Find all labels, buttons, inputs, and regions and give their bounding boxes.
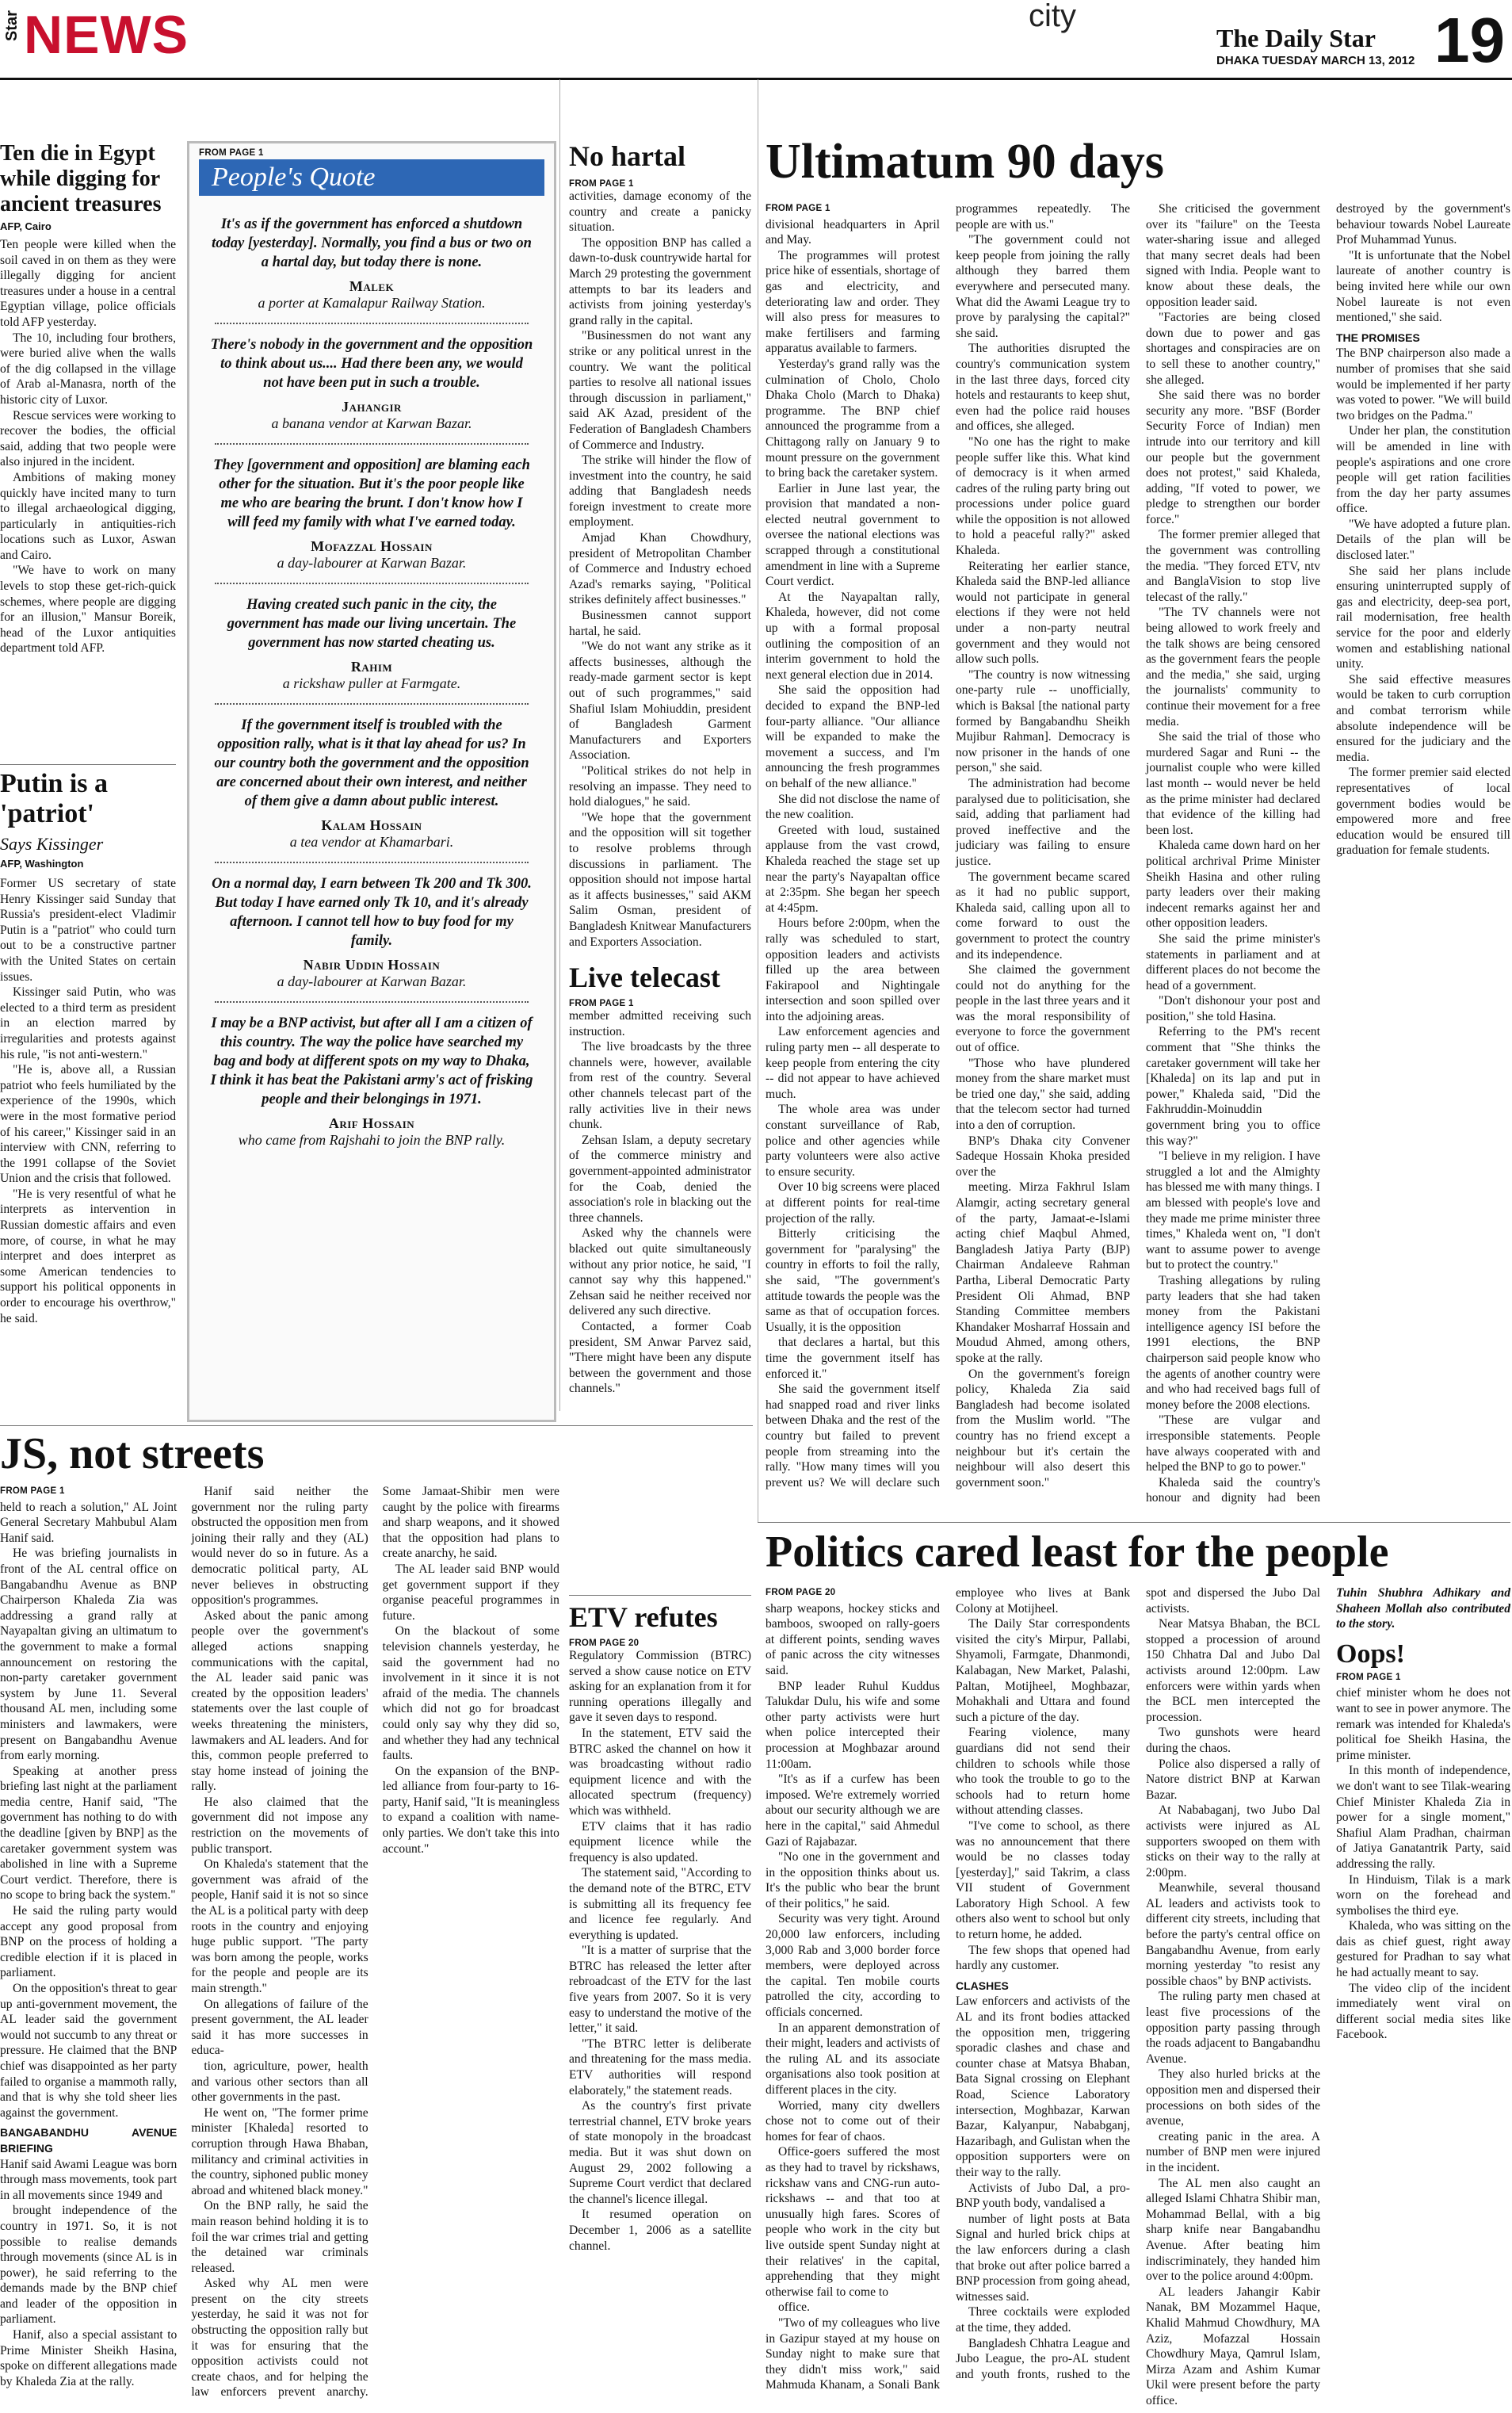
quote-item bbox=[204, 1014, 540, 1149]
paragraph: "I've come to school, as there was no announcement that there would be no classes today [yesterday]," said Takrim, a class VII student of Government Laboratory High School. A few others also went to school but only to return home, he added. bbox=[956, 1818, 1130, 1942]
dateline: DHAKA TUESDAY MARCH 13, 2012 bbox=[1216, 54, 1415, 67]
paragraph: He also claimed that the government did not impose any restriction on the movements of public transport. bbox=[191, 1795, 368, 1856]
paragraph: Former US secretary of state Henry Kissinger said Sunday that Russia's president-elect Vladimir Putin is a "patriot" who could turn out to be a constructive partner with the United States on certain issues. bbox=[0, 877, 176, 984]
quote-separator bbox=[215, 862, 529, 863]
paragraph: "I believe in my religion. I have struggled a lot and the Almighty has blessed me with many things. I am blessed with people's love and they made me prime minister three times," Khaleda went on, "I don't want to assume power to avenge but to protect the country." bbox=[1146, 1149, 1320, 1272]
peoples-quote-box bbox=[187, 141, 556, 1422]
masthead-rule bbox=[0, 78, 1512, 80]
paragraph: Hours before 2:00pm, when the rally was scheduled to start, opposition leaders and activists filled up the area between Fakirapool and Nightingale intersection and soon spilled over into the adjoining areas. bbox=[766, 916, 940, 1023]
quote-name: Mofazzal Hossain bbox=[311, 538, 433, 554]
quote-box-title: People's Quote bbox=[199, 159, 544, 196]
paragraph: "He is very resentful of what he interprets as intervention in Russian domestic affairs and even more, of course, in what he may interpret and does interpret as some American tendencies to support his political opponents in order to encourage his overthrow," he said. bbox=[0, 1187, 176, 1325]
putin-source: AFP, Washington bbox=[0, 858, 84, 870]
putin-body bbox=[0, 876, 176, 1326]
paragraph: "We have to work on many levels to stop these get-rich-quick schemes, where people are digging for an illusion," Mansur Boreik, head of the Luxor antiquities department told AFP. bbox=[0, 564, 176, 656]
paragraph: "Businessmen do not want any strike or any political unrest in the country. We want the political parties to resolve all national issues through discussion in parliament," said AK Azad, president of the Federation of Bangladesh Chambers of Commerce and Industry. bbox=[569, 329, 751, 452]
paragraph: The authorities disrupted the country's communication system in the last three days, forced city hotels and restaurants to keep shut, even had the police raid houses and offices, she alleged. bbox=[956, 342, 1130, 434]
egypt-headline: Ten die in Egypt while digging for ancient treasures bbox=[0, 141, 162, 216]
paper-name: The Daily Star bbox=[1216, 24, 1376, 52]
paragraph: ETV claims that it has radio equipment licence while the frequency is also updated. bbox=[569, 1819, 751, 1864]
paragraph: "Those who have plundered money from the share market must be tried one day," she said, adding that the telecom sector had turned into a den of corruption. bbox=[956, 1056, 1130, 1133]
text-columns bbox=[766, 201, 1510, 1509]
paragraph: BNP's Dhaka city Convener Sadeque Hossain Khoka presided over the bbox=[956, 1134, 1130, 1179]
paragraph: Asked why AL men were present on the city streets yesterday, he said it was not for obstructing the opposition rally but it was for ensuring that the opposition activists could not create chaos, and for helping the law enforcers prevent anarchy. Some Jamaat-Shibir men were caught by the police with firearms and sharp weapons, and it showed that the opposition had plans to create anarchy, he said. bbox=[191, 1485, 559, 2400]
quote-text: They [government and opposition] are blaming each other for the situation. But it's the poor people like me who are bearing the brunt. I don't know how I will feed my family with what I've earned today. bbox=[213, 457, 530, 530]
page-number: 19 bbox=[1434, 5, 1505, 75]
divider bbox=[758, 1522, 1510, 1523]
paragraph: Bitterly criticising the government for "paralysing" the country in efforts to foil the rally, she said, "The government's attitude towards the people was the same as that of occupation forces. Usually, it is the opposition bbox=[766, 1227, 940, 1334]
quote-role: a day-labourer at Karwan Bazar. bbox=[277, 555, 467, 571]
from-label: FROM PAGE 1 bbox=[766, 204, 830, 213]
paragraph: The BNP chairperson also made a number of promises that she said would be implemented if her party was voted to power. "We will build two bridges on the Padma." bbox=[1336, 346, 1510, 423]
from-label: FROM PAGE 20 bbox=[766, 1588, 836, 1597]
putin-story bbox=[0, 769, 176, 1326]
paragraph: On the government's foreign policy, Khaleda Zia said Bangladesh had become isolated from the Muslim world. "The country has no friend except a neighbour but it's certain the neighbour will also desert this government soon." bbox=[956, 1367, 1130, 1489]
quote-role: a day-labourer at Karwan Bazar. bbox=[277, 973, 467, 989]
paragraph: member admitted receiving such instruction. bbox=[569, 1009, 751, 1038]
paragraph: "No one in the government and in the opposition thinks about us. It's the public who bear the brunt of their politics," he said. bbox=[766, 1850, 940, 1910]
paragraph: chief minister whom he does not want to see in power anymore. The remark was intended for Khaleda's political foe Sheikh Hasina, the prime minister. bbox=[1336, 1686, 1510, 1762]
paragraph: "The BTRC letter is deliberate and threatening for the mass media. ETV authorities will respond elaborately," the statement reads. bbox=[569, 2036, 751, 2098]
paragraph: "It is unfortunate that the Nobel laureate of another country is being invited here while our own Nobel laureate is not even mentioned," she said. bbox=[1336, 248, 1510, 325]
paragraph: Regulatory Commission (BTRC) served a show cause notice on ETV asking for an explanation from it for running operations illegally and gave it seven days to respond. bbox=[569, 1649, 751, 1725]
paragraph: tion, agriculture, power, health and various other sectors than all other governments in the past. bbox=[191, 2059, 368, 2105]
paragraph: Asked why the channels were blacked out quite simultaneously without any prior notice, he said, "I cannot say why this happened." Zehsan said he neither received nor delivered any such directive. bbox=[569, 1226, 751, 1318]
paragraph: Referring to the PM's recent comment that "She thinks the caretaker government will take her [Khaleda] on its lap and put in power," Khaleda said, "Did the Fakhruddin-Moinuddin government bring you to office this way?" bbox=[1146, 1025, 1320, 1148]
paragraph: Kissinger said Putin, who was elected to a third term as president in an election marred by irregularities and protests against his rule, "is not anti-western." bbox=[0, 985, 176, 1061]
paragraph: Amjad Khan Chowdhury, president of Metropolitan Chamber of Commerce and Industry echoed Azad's remarks saying, "Political strikes definitely affect businesses." bbox=[569, 531, 751, 607]
oops-from: FROM PAGE 1 bbox=[1336, 1672, 1401, 1682]
paragraph: number of light posts at Bata Signal and hurled brick chips at the law enforcers during a clash that broke out after police barred a BNP procession from going ahead, witnesses said. bbox=[956, 2212, 1130, 2304]
paragraph: sharp weapons, hockey sticks and bamboos, swooped on rally-goers at different points, sending waves of panic across the city witnesses said. bbox=[766, 1601, 940, 1677]
ultimatum-story bbox=[766, 133, 1510, 190]
paragraph: Zehsan Islam, a deputy secretary of the commerce ministry and government-appointed administrator for the Coab, denied the association's role in blacking out the three channels. bbox=[569, 1133, 751, 1225]
quote-role: a tea vendor at Khamarbari. bbox=[289, 834, 454, 850]
paragraph: Greeted with loud, sustained applause from the vast crowd, Khaleda reached the stage set up near the party's Nayapaltan office at 2:35pm. She began her speech at 4:45pm. bbox=[766, 823, 940, 915]
paragraph: Hanif said neither the government nor the ruling party obstructed the opposition men from joining their rally and they (AL) would never do so in future. As a democratic political party, AL never believes in obstructing opposition's programmes. bbox=[191, 1485, 368, 1608]
ultimatum-headline: Ultimatum 90 days bbox=[766, 135, 1164, 189]
paragraph: BNP leader Ruhul Kuddus Talukdar Dulu, his wife and some other party activists were hurt when police intercepted their procession at Moghbazar around 11:00am. bbox=[766, 1679, 940, 1771]
paragraph: On the expansion of the BNP-led alliance from four-party to 16-party, Hanif said, "It is meaningless to expand a coalition with name-only parties. We don't take this into account." bbox=[382, 1764, 559, 1856]
paragraph: Police also dispersed a rally of Natore district BNP at Karwan Bazar. bbox=[1146, 1757, 1320, 1802]
paragraph: held to reach a solution," AL Joint General Secretary Mahbubul Alam Hanif said. bbox=[0, 1500, 178, 1545]
quotes-list bbox=[189, 196, 554, 1149]
paragraph: Near Matsya Bhaban, the BCL stopped a procession of around 150 Chhatra Dal and Jubo Dal activists around 12:00pm. Law enforcers were within yards when the BCL men intercepted the procession. bbox=[1146, 1617, 1320, 1724]
paragraph: It resumed operation on December 1, 2006 as a satellite channel. bbox=[569, 2208, 751, 2253]
telecast-headline: Live telecast bbox=[569, 962, 720, 994]
putin-headline: Putin is a 'patriot' bbox=[0, 769, 109, 828]
quote-role: who came from Rajshahi to join the BNP rally. bbox=[238, 1132, 506, 1148]
js-headline: JS, not streets bbox=[0, 1429, 265, 1478]
paragraph: Activists of Jubo Dal, a pro-BNP youth body, vandalised a bbox=[956, 2181, 1130, 2211]
quote-name: Nabir Uddin Hossain bbox=[303, 957, 441, 973]
oops-headline: Oops! bbox=[1336, 1639, 1405, 1669]
paragraph: She said her plans include ensuring uninterrupted supply of gas and electricity, deep-sea port, rail modernisation, free health service for the poor and elderly women and establishing national unity. bbox=[1336, 564, 1510, 671]
paragraph: She said there was no border security any more. "BSF (Border Security Force of Indian) men intrude into our territory and kill our people but the government does not protest," said Khaleda, adding, "If voted to power, we pledge to strengthen our border force." bbox=[1146, 388, 1320, 526]
paragraph: She said effective measures would be taken to curb corruption and combat terrorism while absolute independence will be ensured for the judiciary and the media. bbox=[1336, 672, 1510, 764]
paragraph: "Political strikes do not help in resolving an impasse. They need to hold dialogues," he said. bbox=[569, 763, 751, 809]
paragraph: Yesterday's grand rally was the culmination of Cholo, Cholo Dhaka Cholo (March to Dhaka) programme. The BNP chief announced the programme from a Chittagong rally on January 9 to mount pressure on the government to bring back the caretaker system. bbox=[766, 357, 940, 480]
paragraph: Khaleda said the country's honour and dignity had been destroyed by the government's behaviour towards Nobel Laureate Prof Muhammad Yunus. bbox=[1146, 202, 1510, 1505]
paragraph: "No one has the right to make people suffer like this. What kind of democracy is it when armed cadres of the ruling party bring out processions under police guard while the opposition is not allowed to hold a peaceful rally?" asked Khaleda. bbox=[956, 434, 1130, 558]
paragraph: Hanif, also a special assistant to Prime Minister Sheikh Hasina, spoke on different allegations made by Khaleda Zia at the rally. bbox=[0, 2328, 178, 2388]
etv-story bbox=[569, 1595, 751, 2254]
paragraph: meeting. Mirza Fakhrul Islam Alamgir, acting secretary general of the party, Jamaat-e-Islami acting chief Maqbul Ahmed, Bangladesh Jatiya Party (BJP) Chairman Andaleeve Rahman Partha, Liberal Democratic Party President Oli Ahmad, BNP Standing Committee members Khandaker Mosharraf Hossain and Moudud Ahmed, among others, spoke at the rally. bbox=[956, 1180, 1130, 1365]
paragraph: Three cocktails were exploded at the time, they added. bbox=[956, 2305, 1130, 2335]
etv-body bbox=[569, 1648, 751, 2254]
quote-name: Arif Hossain bbox=[328, 1115, 415, 1131]
paragraph: Trashing allegations by ruling party leaders that she had taken money from the Pakistani intelligence agency ISI before the 1991 elections, the BNP chairperson said people know who the agents of another country were and who had received bags full of money before the 2008 elections. bbox=[1146, 1273, 1320, 1412]
paragraph: In this month of independence, we don't want to see Tilak-wearing Chief Minister Khaleda Zia in power for a single moment," Shafiul Alam Pradhan, chairman of Jatiya Ganatantrik Party, said addressing the rally. bbox=[1336, 1764, 1510, 1871]
subhead: BANGABANDHU AVENUE BRIEFING bbox=[0, 2126, 178, 2155]
paragraph: creating panic in the area. A number of BNP men were injured in the incident. bbox=[1146, 2129, 1320, 2174]
paragraph: Over 10 big screens were placed at different points for real-time projection of the rally. bbox=[766, 1180, 940, 1226]
js-body bbox=[0, 1484, 559, 2411]
paragraph: In an apparent demonstration of their might, leaders and activists of the ruling AL and its associate organisations also took position at different places in the city. bbox=[766, 2021, 940, 2097]
paragraph: The statement said, "According to the demand note of the BTRC, ETV is submitting all its frequency fee and licence fee regularly. And everything is updated. bbox=[569, 1866, 751, 1942]
politics-headline: Politics cared least for the people bbox=[766, 1528, 1389, 1577]
js-story bbox=[0, 1428, 555, 1479]
text-columns bbox=[766, 1585, 1510, 2411]
paragraph: Businessmen cannot support hartal, he said. bbox=[569, 609, 751, 638]
paragraph: "The TV channels were not being allowed to work freely and the talk shows are being censored as the government fears the people and the media," she said, urging the journalists' community to continue their movement for a free media. bbox=[1146, 606, 1320, 728]
politics-story bbox=[766, 1527, 1510, 1577]
quote-text: If the government itself is troubled with the opposition rally, what is it that lay ahead for us? In our country both the government and the opposition are concerned about their own interest, and neither of them give a damn about public interest. bbox=[214, 717, 529, 809]
quote-role: a porter at Kamalapur Railway Station. bbox=[258, 295, 486, 311]
paragraph: Two gunshots were heard during the chaos. bbox=[1146, 1726, 1320, 1755]
paragraph: The government became scared as it had no public support, Khaleda said, calling upon all to come forward to oust the government to protect the country and its independence. bbox=[956, 870, 1130, 962]
paragraph: She criticised the government over its "failure" on the Teesta water-sharing issue and alleged that many secret deals had been signed with India. People want to know about these deals, the opposition leader said. bbox=[1146, 202, 1320, 309]
paragraph: The AL leader said BNP would get government support if they organise peaceful programmes in future. bbox=[382, 1562, 559, 1623]
paragraph: Ambitions of making money quickly have incited many to turn to illegal archaeological digging, particularly in antiquities-rich locations such as Luxor, Aswan and Cairo. bbox=[0, 470, 176, 562]
paragraph: "Two of my colleagues who live in Gazipur stayed at my house on Sunday night to make sure that they didn't miss work," said Mahmuda Khanam, a Sonali Bank employee who lives at Bank Colony at Motijheel. bbox=[766, 1586, 1130, 2392]
paragraph: The few shops that opened had hardly any customer. bbox=[956, 1943, 1130, 1973]
paragraph: On the BNP rally, he said the main reason behind holding it is to foil the war crimes trial and getting the detained war criminals released. bbox=[191, 2199, 368, 2275]
paragraph: The AL men also caught an alleged Islami Chhatra Shibir man, Mohammad Bellal, with a big sharp knife near Bangabandhu Avenue. After beating him indiscriminately, they handed him over to the police around 4:00pm. bbox=[1146, 2176, 1320, 2284]
hartal-from: FROM PAGE 1 bbox=[569, 179, 634, 189]
paragraph: On the opposition's threat to gear up anti-government movement, the AL leader said the government would not succumb to any threat or pressure. He claimed that the BNP chief was disappointed as her party failed to organise a mammoth rally, and that is why she told sheer lies against the government. bbox=[0, 1982, 178, 2120]
paragraph: They also hurled bricks at the opposition men and dispersed their processions on both sides of the avenue, bbox=[1146, 2067, 1320, 2128]
putin-deck: Says Kissinger bbox=[0, 834, 104, 854]
paragraph: He said the ruling party would accept any good proposal from BNP on the process of holding a credible election if it is placed in parliament. bbox=[0, 1904, 178, 1980]
hartal-story bbox=[569, 140, 751, 1397]
telecast-body bbox=[569, 1008, 751, 1397]
paragraph: "We do not want any strike as it affects businesses, although the ready-made garment sector is kept out of such programmes," said Shafiul Islam Mohiuddin, president of Bangladesh Garment Manufacturers and Exporters Association. bbox=[569, 640, 751, 763]
subhead: THE PROMISES bbox=[1336, 331, 1420, 344]
byline: Tuhin Shubhra Adhikary and Shaheen Mollah also contributed to the story. bbox=[1336, 1586, 1510, 1631]
quote-item bbox=[204, 595, 540, 705]
paragraph: The administration had become paralysed due to politicisation, she said, adding that parliament had proved ineffective and the judiciary was failing to ensure justice. bbox=[956, 776, 1130, 868]
paragraph: The opposition BNP has called a dawn-to-dusk countrywide hartal for March 29 protesting the government attempts to bar its leaders and activists from joining yesterday's grand rally in the capital. bbox=[569, 235, 751, 327]
quote-text: Having created such panic in the city, the government has made our living uncertain. The government has now started cheating us. bbox=[227, 597, 517, 651]
paragraph: Under her plan, the constitution will be amended in line with people's aspirations and one crore people will get ration facilities from the day her party assumes office. bbox=[1336, 424, 1510, 516]
section-title: NEWS bbox=[24, 5, 189, 65]
quote-item bbox=[204, 874, 540, 1003]
quote-text: There's nobody in the government and the opposition to think about us.... Had there been any, we would not have been put in such a trouble. bbox=[210, 337, 533, 391]
subhead: CLASHES bbox=[956, 1979, 1009, 1992]
paragraph: The former premier alleged that the government was controlling the media. "They forced ETV, ntv and BanglaVision to stop live telecast of the rally." bbox=[1146, 528, 1320, 604]
paragraph: Reiterating her earlier stance, Khaleda said the BNP-led alliance would not participate in general elections if they were not held under a non-party neutral government and they would not allow such polls. bbox=[956, 559, 1130, 667]
paragraph: Worried, many city dwellers chose not to come out of their homes for fear of chaos. bbox=[766, 2098, 940, 2143]
paragraph: In Hinduism, Tilak is a mark worn on the forehead and symbolises the third eye. bbox=[1336, 1872, 1510, 1918]
paragraph: activities, damage economy of the country and create a panicky situation. bbox=[569, 189, 751, 235]
quote-separator bbox=[215, 583, 529, 584]
quote-name: Rahim bbox=[350, 659, 393, 675]
paragraph: The former premier said elected representatives of local government bodies would be empowered more and free education would be ensured till graduation for female students. bbox=[1336, 766, 1510, 858]
section-sub: city bbox=[1029, 0, 1076, 33]
paragraph: On allegations of failure of the present government, the AL leader said it has more successes in educa- bbox=[191, 1997, 368, 2058]
paragraph: "We hope that the government and the opposition will sit together to resolve problems through discussions in parliament. The opposition should not impose hartal as it affects businesses," said AKM Salim Osman, president of Bangladesh Knitwear Manufacturers and Exporters Association. bbox=[569, 810, 751, 949]
quote-role: a banana vendor at Karwan Bazar. bbox=[271, 415, 472, 431]
paragraph: In the statement, ETV said the BTRC asked the channel on how it was broadcasting without radio equipment licence and with the allocated spectrum (frequency) which was withheld. bbox=[569, 1726, 751, 1818]
paragraph: The Daily Star correspondents visited the city's Mirpur, Pallabi, Shyamoli, Farmgate, Dhanmondi, Kalabagan, New Market, Palashi, Paltan, Motijheel, Moghbazar, Mohakhali and Uttara and found such a picture of the day. bbox=[956, 1617, 1130, 1724]
paragraph: "The government could not keep people from joining the rally although they barred them everywhere and persecuted many. What did the Awami League try to prove by paralysing the capital?" she said. bbox=[956, 233, 1130, 340]
paragraph: "Factories are being closed down due to power and gas shortages and conspiracies are on to sell these to another country," she alleged. bbox=[1146, 311, 1320, 387]
quote-text: On a normal day, I earn between Tk 200 and Tk 300. But today I have earned only Tk 10, and it's already afternoon. I cannot tell how to buy food for my family. bbox=[212, 876, 532, 949]
paragraph: "He is, above all, a Russian patriot who feels humiliated by the experience of the 1990s, which were in the most formative period of his career," Kissinger said in an interview with CNN, referring to the 1991 collapse of the Soviet Union and the crisis that followed. bbox=[0, 1063, 176, 1186]
paragraph: At Nababaganj, two Jubo Dal activists were injured as AL supporters swooped on them with sticks on their way to the rally at 2:00pm. bbox=[1146, 1803, 1320, 1880]
etv-from: FROM PAGE 20 bbox=[569, 1639, 640, 1648]
paragraph: The video clip of the incident immediately went viral on different social media sites like Facebook. bbox=[1336, 1981, 1510, 2042]
paragraph: Earlier in June last year, the provision that mandated a non-elected neutral government to oversee the national elections was scrapped through a constitutional amendment in line with a Supreme Court verdict. bbox=[766, 481, 940, 589]
quote-from: FROM PAGE 1 bbox=[199, 148, 264, 158]
quote-item bbox=[204, 335, 540, 445]
paragraph: Khaleda came down hard on her political archrival Prime Minister Sheikh Hasina and other ruling party leaders over their making indecent remarks against her and other opposition leaders. bbox=[1146, 839, 1320, 931]
paragraph: Contacted, a former Coab president, SM Anwar Parvez said, "There might have been any dispute between the government and those channels." bbox=[569, 1319, 751, 1396]
paragraph: Asked about the panic among people over the government's alleged actions snapping communications with the capital, the AL leader said panic was created by the opposition leaders' statements over the last couple of weeks threatening the ministers, lawmakers and AL leaders. And for this, common people preferred to stay home instead of joining the rally. bbox=[191, 1608, 368, 1794]
paragraph: Ten people were killed when the soil caved in on them as they were illegally digging for ancient treasures under a house in a central Egyptian village, police officials told AFP yesterday. bbox=[0, 238, 176, 329]
quote-role: a rickshaw puller at Farmgate. bbox=[282, 675, 461, 691]
column-divider bbox=[559, 79, 560, 1411]
paragraph: She said the government itself had snapped road and river links between Dhaka and the rest of the country but failed to prevent people from streaming into the rally. "How many times will you prevent us? We will declare such programmes repeatedly. The people are with us." bbox=[766, 202, 1130, 1489]
hartal-headline: No hartal bbox=[569, 140, 685, 172]
divider bbox=[0, 1425, 753, 1426]
paragraph: Meanwhile, several thousand AL leaders and activists took to different city streets, including that before the party's central office on Bangabandhu Avenue, from early morning yesterday "to resist any possible chaos" by BNP activists. bbox=[1146, 1881, 1320, 1988]
paragraph: "The country is now witnessing one-party rule -- unofficially, which is Baksal [the national party formed by Bangabandhu Sheikh Mujibur Rahman]. Democracy is now prisoner in the hands of one person," she said. bbox=[956, 667, 1130, 775]
paragraph: "It's as if a curfew has been imposed. We're extremely worried about our security although we are here in the capital," said Ahmedul Gazi of Rajabazar. bbox=[766, 1772, 940, 1849]
quote-name: Jahangir bbox=[342, 399, 402, 415]
paragraph: Fearing violence, many guardians did not send their children to schools while those who took the trouble to go to the schools had to return home without attending classes. bbox=[956, 1726, 1130, 1818]
brand-star-vertical: Star bbox=[3, 10, 21, 41]
paragraph: Khaleda, who was sitting on the dais as chief guest, right away gestured for Pradhan to say what he had actually meant to say. bbox=[1336, 1919, 1510, 1980]
paragraph: The 10, including four brothers, were buried alive when the walls of the dig collapsed in the village of Arab al-Manasra, north of the historic city of Luxor. bbox=[0, 331, 176, 407]
paragraph: On Khaleda's statement that the government was afraid of the people, Hanif said it is not so since the AL is a political party with deep roots in the country and enjoying huge public support. "The party was born among the people, works for the people and people are its main strength." bbox=[191, 1857, 368, 1995]
telecast-from: FROM PAGE 1 bbox=[569, 999, 634, 1009]
paragraph: She said the opposition had decided to expand the BNP-led four-party alliance. "Our alliance will be expanded to make the movement a success, and I'm announcing the fresh programmes on behalf of the new alliance." bbox=[766, 683, 940, 790]
paragraph: AL leaders Jahangir Kabir Nanak, BM Mozammel Haque, Khalid Mahmud Chowdhury, MA Aziz, Mofazzal Hossain Chowdhury Maya, Qamrul Islam, Mirza Azam and Ashim Kumar Ukil were present before the party office. bbox=[1146, 2285, 1320, 2407]
paragraph: "We have adopted a future plan. Details of the plan will be disclosed later." bbox=[1336, 517, 1510, 563]
paragraph: She did not disclose the name of the new coalition. bbox=[766, 792, 940, 822]
paragraph: "These are vulgar and irresponsible statements. People have always cooperated with and helped the BNP to go to power." bbox=[1146, 1413, 1320, 1474]
egypt-source: AFP, Cairo bbox=[0, 220, 52, 232]
paragraph: She said the trial of those who murdered Sagar and Runi -- the journalist couple who were killed last month -- would never be held as the prime minister had declared that evidence of the killing had been lost. bbox=[1146, 730, 1320, 837]
hartal-body bbox=[569, 189, 751, 950]
paragraph: Hanif said Awami League was born through mass movements, took part in all movements since 1949 and bbox=[0, 2157, 178, 2202]
paragraph: Security was very tight. Around 20,000 law enforcers, including 3,000 Rab and 3,000 border force members, were deployed across the capital. Ten mobile courts patrolled the city, according to officials concerned. bbox=[766, 1912, 940, 2020]
paragraph: He went on, "The former prime minister [Khaleda] resorted to corruption through Hawa Bhaban, militancy and criminal activities in the country, siphoned public money abroad and whitened black money." bbox=[191, 2105, 368, 2197]
paragraph: The strike will hinder the flow of investment into the country, he said adding that Bangladesh needs foreign investment to create more employment. bbox=[569, 453, 751, 530]
paragraph: The whole area was under constant surveillance of Rab, police and other agencies while party volunteers were also active to ensure security. bbox=[766, 1103, 940, 1179]
quote-separator bbox=[215, 1001, 529, 1003]
paragraph: At the Nayapaltan rally, Khaleda, however, did not come up with a formal proposal outlining the composition of an interim government to hold the next general election due in 2014. bbox=[766, 590, 940, 682]
quote-separator bbox=[215, 703, 529, 705]
paragraph: Speaking at another press briefing last night at the parliament media centre, Hanif said, "The government has nothing to do with the deadline [given by BNP] as the caretaker government system was abolished in line with a Supreme Court verdict. Therefore, there is no scope to bring back the system." bbox=[0, 1764, 178, 1902]
paragraph: On the blackout of some television channels yesterday, he said the government had no involvement in it since it is not afraid of the media. The channels which did not go for broadcast could only say why they did so, and whether they had any technical faults. bbox=[382, 1624, 559, 1763]
paragraph: The ruling party men chased at least five processions of the opposition party passing through the roads adjacent to Bangabandhu Avenue. bbox=[1146, 1990, 1320, 2066]
paragraph: As the country's first private terrestrial channel, ETV broke years of state monopoly in the broadcast media. But it was shut down on August 29, 2002 following a Supreme Court verdict that declared the channel's licence illegal. bbox=[569, 2099, 751, 2206]
quote-item bbox=[204, 716, 540, 863]
quote-separator bbox=[215, 443, 529, 445]
quote-separator bbox=[215, 323, 529, 324]
quote-item bbox=[204, 456, 540, 584]
paragraph: She said the prime minister's statements in parliament and at different places do not become the head of a government. bbox=[1146, 931, 1320, 992]
quote-item bbox=[204, 215, 540, 324]
paragraph: that declares a hartal, but this time the government itself has enforced it." bbox=[766, 1336, 940, 1381]
text-columns bbox=[0, 1484, 559, 2411]
etv-headline: ETV refutes bbox=[569, 1601, 718, 1633]
quote-name: Malek bbox=[349, 278, 395, 294]
paragraph: brought independence of the country in 1971. So, it is not possible to realise demands through movements (since AL is in power), he said referring to the demands made by the BNP chief and leader of the opposition in parliament. bbox=[0, 2204, 178, 2327]
paragraph: He was briefing journalists in front of the AL central office on Bangabandhu Avenue as BNP Chairperson Khaleda Zia was addressing a grand rally at Nayapaltan giving an ultimatum to the government to make a formal announcement on restoring the non-party caretaker government system by June 11. Several thousand AL men, including some ministers and lawmakers, were present on Bangabandhu Avenue from early morning. bbox=[0, 1547, 178, 1763]
paragraph: Law enforcement agencies and ruling party men -- all desperate to keep people from entering the city -- did not appear to have achieved much. bbox=[766, 1025, 940, 1101]
paragraph: The programmes will protest price hike of essentials, shortage of gas and electricity, and deteriorating law and order. They will also press for measures to make fertilisers and farming apparatus available to farmers. bbox=[766, 248, 940, 356]
paragraph: office. bbox=[778, 2300, 810, 2315]
egypt-story bbox=[0, 141, 176, 656]
from-label: FROM PAGE 1 bbox=[0, 1486, 65, 1496]
paragraph: Law enforcers and activists of the AL and its front bodies attacked the opposition men, triggering sporadic clashes and chase and counter chase at Matsya Bhaban, Bata Signal crossing on Elephant Road, Science Laboratory intersection, Moghbazar, Karwan Bazar, Kalyanpur, Nababganj, Hazaribagh, and Gulistan when the opposition supporters were on their way to the rally. bbox=[956, 1994, 1130, 2179]
ultimatum-body bbox=[766, 201, 1510, 1509]
paragraph: Office-goers suffered the most as they had to travel by rickshaws, rickshaw vans and CNG-run auto-rickshaws -- and that too at unusually high fares. Scores of people who work in the city but live outside spent Sunday night at their relatives' in the capital, apprehending that they might otherwise fail to come to bbox=[766, 2145, 940, 2299]
divider bbox=[0, 764, 176, 765]
politics-body bbox=[766, 1585, 1510, 2411]
paragraph: "Don't dishonour your post and position," she told Hasina. bbox=[1146, 994, 1320, 1023]
quote-text: I may be a BNP activist, but after all I am a citizen of this country. The way the police have searched my bag and body at different spots on my way to Dhaka, I think it has beat the Pakistani army's act of frisking people and their belongings in 1971. bbox=[210, 1015, 533, 1107]
quote-name: Kalam Hossain bbox=[321, 817, 422, 833]
egypt-body bbox=[0, 237, 176, 656]
paragraph: divisional headquarters in April and May. bbox=[766, 217, 940, 247]
paragraph: The live broadcasts by the three channels were, however, available from rest of the country. Several other channels telecast part of the rally activities live in their news chunk. bbox=[569, 1040, 751, 1132]
paragraph: "It is a matter of surprise that the BTRC has released the letter after rebroadcast of the ETV for the last five years from 2007. So it is very easy to understand the motive of the letter," it said. bbox=[569, 1944, 751, 2036]
paragraph: Rescue services were working to recover the bodies, the official said, adding that two people were also injured in the incident. bbox=[0, 408, 176, 469]
paragraph: Bangladesh Chhatra League and Jubo League, the pro-AL student and youth fronts, rushed to the spot and dispersed the Jubo Dal activists. bbox=[956, 1586, 1320, 2381]
paragraph: She claimed the government could not do anything for the people in the last three years and it was the moral responsibility of everyone to force the government out of office. bbox=[956, 963, 1130, 1055]
quote-text: It's as if the government has enforced a shutdown today [yesterday]. Normally, you find a bus or two on a hartal day, but today there is none. bbox=[212, 216, 532, 270]
